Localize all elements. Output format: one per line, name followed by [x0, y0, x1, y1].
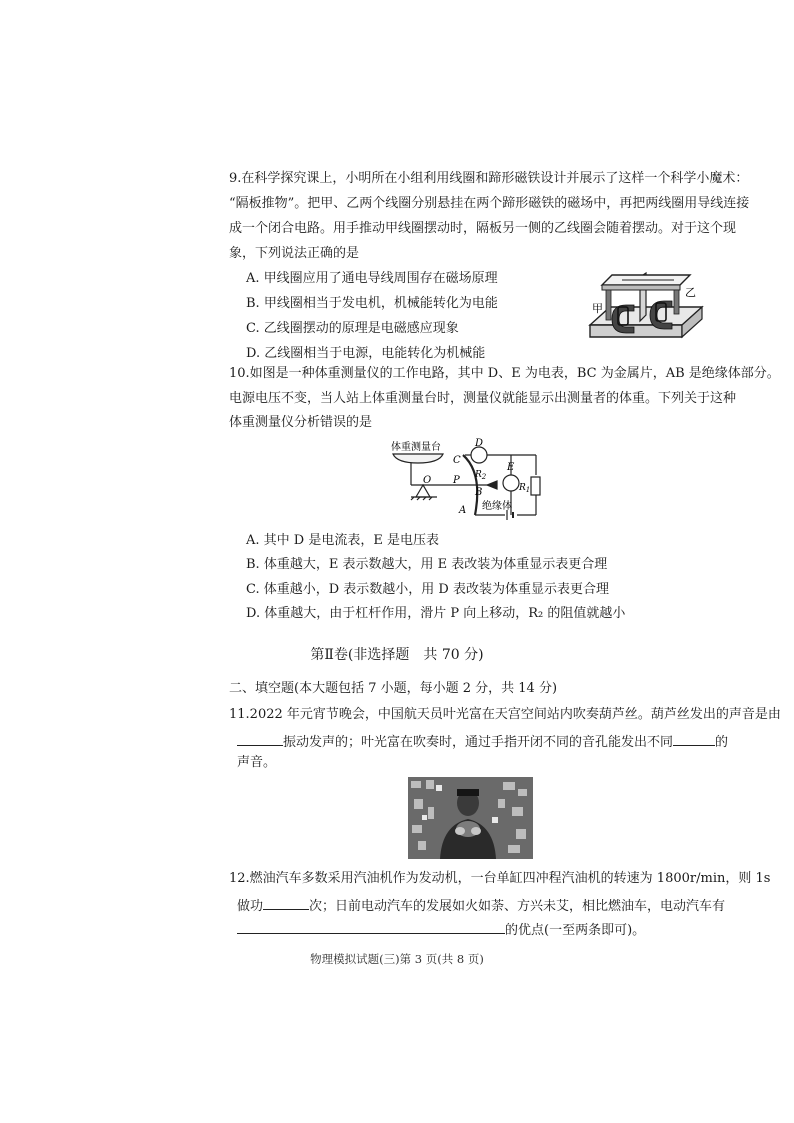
q10-label-e: E	[507, 462, 515, 473]
q10-circuit-figure	[383, 437, 553, 525]
section-2-heading: 二、填空题(本大题包括 7 小题，每小题 2 分，共 14 分)	[229, 681, 558, 696]
q9-stem-line-2: “隔板推物”。把甲、乙两个线圈分别悬挂在两个蹄形磁铁的磁场中，再把两线圈用导线连接	[229, 196, 750, 211]
page-footer: 物理模拟试题(三)第 3 页(共 8 页)	[310, 952, 484, 966]
q10-label-r1: $R_1$	[519, 483, 531, 494]
q9-option-a: A. 甲线圈应用了通电导线周围存在磁场原理	[246, 271, 498, 286]
q9-option-b: B. 甲线圈相当于发电机，机械能转化为电能	[246, 296, 498, 311]
q10-option-d: D. 体重越大，由于杠杆作用，滑片 P 向上移动，R₂ 的阻值就越小	[246, 606, 626, 621]
q9-figure-label-yi: 乙	[685, 286, 696, 299]
q9-coil-magnet-figure	[582, 265, 707, 355]
q12-blank-1[interactable]	[263, 895, 309, 910]
q10-label-b: B	[475, 487, 483, 498]
q12-stem-line-3: 的优点(一至两条即可)。	[237, 919, 645, 940]
q10-label-d: D	[475, 438, 484, 449]
q10-label-o: O	[423, 475, 432, 486]
q9-option-c: C. 乙线圈摆动的原理是电磁感应现象	[246, 321, 459, 336]
astronaut-photo	[408, 777, 533, 859]
q11-blank-2[interactable]	[673, 731, 715, 746]
q10-label-r2: $R_2$	[475, 470, 487, 481]
q12-stem-line-1: 12.燃油汽车多数采用汽油机作为发动机，一台单缸四冲程汽油机的转速为 1800r/min，则 1s	[229, 871, 771, 886]
q10-label-insulator: 绝缘体	[482, 501, 512, 512]
q10-label-p: P	[453, 475, 460, 486]
q10-stem-line-2: 电源电压不变，当人站上体重测量台时，测量仪就能显示出测量者的体重。下列关于这种	[229, 391, 737, 406]
q11-blank-1[interactable]	[237, 731, 283, 746]
q11-stem-line-2: 振动发声的；叶光富在吹奏时，通过手指开闭不同的音孔能发出不同 的	[237, 731, 728, 752]
q10-stem-line-1: 10.如图是一种体重测量仪的工作电路，其中 D、E 为电表，BC 为金属片，AB 是绝缘体部分。	[229, 366, 780, 381]
q9-stem-line-3: 成一个闭合电路。用手推动甲线圈摆动时，隔板另一侧的乙线圈会随着摆动。对于这个现	[229, 221, 737, 236]
q10-option-a: A. 其中 D 是电流表，E 是电压表	[246, 533, 439, 548]
q10-option-c: C. 体重越小，D 表示数越小，用 D 表改装为体重显示表更合理	[246, 582, 609, 597]
q10-label-platform: 体重测量台	[391, 442, 441, 453]
q9-stem-line-1: 9.在科学探究课上，小明所在小组利用线圈和蹄形磁铁设计并展示了这样一个科学小魔术：	[229, 171, 749, 186]
q10-label-c: C	[453, 455, 461, 466]
q10-stem-line-3: 体重测量仪分析错误的是	[229, 415, 373, 430]
q9-figure-label-jia: 甲	[592, 302, 603, 315]
q10-label-a: A	[459, 505, 467, 516]
q9-option-d: D. 乙线圈相当于电源，电能转化为机械能	[246, 346, 486, 361]
q9-stem-line-4: 象，下列说法正确的是	[229, 246, 360, 261]
q11-stem-line-1: 11.2022 年元宵节晚会，中国航天员叶光富在天宫空间站内吹奏葫芦丝。葫芦丝发出的声音是由	[229, 707, 781, 722]
q12-blank-2[interactable]	[237, 919, 505, 934]
q11-stem-line-3: 声音。	[237, 755, 277, 770]
section-2-title: 第Ⅱ卷(非选择题 共 70 分)	[310, 647, 484, 663]
q12-stem-line-2: 做功 次；日前电动汽车的发展如火如荼、方兴未艾，相比燃油车，电动汽车有	[237, 895, 725, 916]
q10-option-b: B. 体重越大，E 表示数越大，用 E 表改装为体重显示表更合理	[246, 557, 608, 572]
